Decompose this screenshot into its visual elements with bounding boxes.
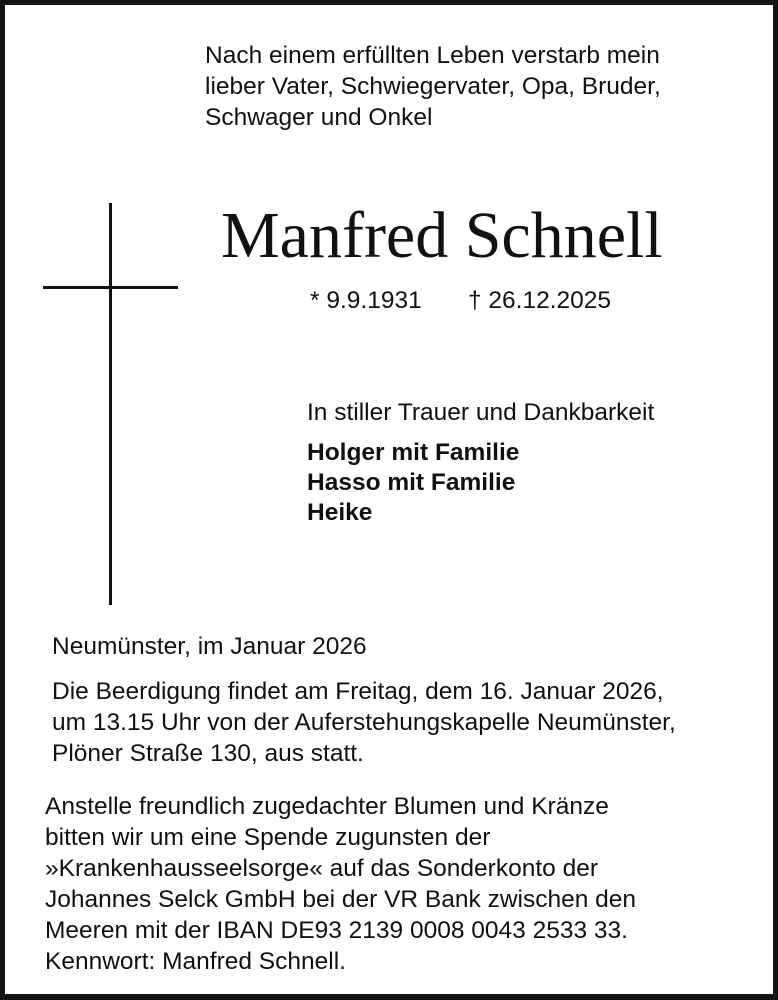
mourner: Hasso mit Familie xyxy=(307,469,516,496)
funeral-line: Die Beerdigung findet am Freitag, dem 16. Januar 2026, xyxy=(52,678,664,705)
intro-line: lieber Vater, Schwiegervater, Opa, Bruder, xyxy=(205,73,661,100)
deceased-name: Manfred Schnell xyxy=(221,199,663,272)
intro-text xyxy=(205,40,661,133)
cross-icon-horizontal xyxy=(43,286,178,289)
donation-line: »Krankenhausseelsorge« auf das Sonderkonto der xyxy=(45,855,598,882)
intro-line: Nach einem erfüllten Leben verstarb mein xyxy=(205,42,660,69)
cross-icon-vertical xyxy=(109,203,112,605)
mourner: Heike xyxy=(307,499,373,526)
donation-line: bitten wir um eine Spende zugunsten der xyxy=(45,824,491,851)
mourner: Holger mit Familie xyxy=(307,439,520,466)
birth-date: * 9.9.1931 xyxy=(310,287,422,314)
death-date: † 26.12.2025 xyxy=(468,287,612,314)
mourning-line: In stiller Trauer und Dankbarkeit xyxy=(307,399,655,426)
funeral-info xyxy=(52,676,676,769)
intro-line: Schwager und Onkel xyxy=(205,104,433,131)
mourners-list xyxy=(307,438,519,528)
donation-line: Kennwort: Manfred Schnell. xyxy=(45,948,346,975)
donation-info xyxy=(45,791,636,977)
donation-line: Anstelle freundlich zugedachter Blumen und Kränze xyxy=(45,793,609,820)
donation-line: Meeren mit der IBAN DE93 2139 0008 0043 2533 33. xyxy=(45,917,628,944)
donation-line: Johannes Selck GmbH bei der VR Bank zwischen den xyxy=(45,886,637,913)
place-date: Neumünster, im Januar 2026 xyxy=(52,633,367,660)
funeral-line: um 13.15 Uhr von der Auferstehungskapelle Neumünster, xyxy=(52,709,676,736)
funeral-line: Plöner Straße 130, aus statt. xyxy=(52,740,364,767)
